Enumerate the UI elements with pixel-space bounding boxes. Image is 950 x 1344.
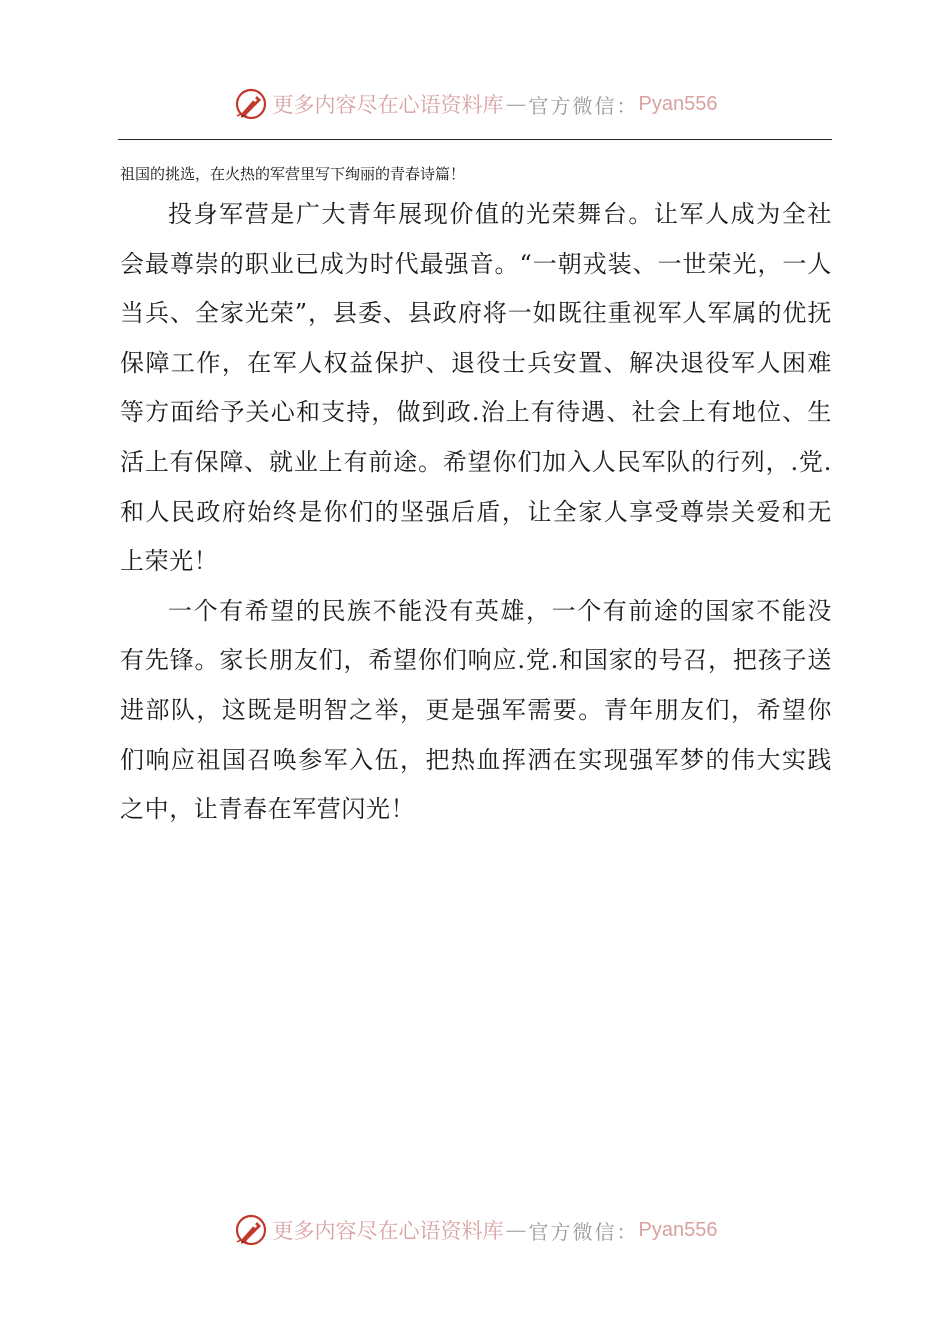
paragraph-1: 投身军营是广大青年展现价值的光荣舞台。让军人成为全社会最尊崇的职业已成为时代最强音。“一朝戎装、一世荣光，一人当兵、全家光荣”，县委、县政府将一如既往重视军人军属的优抚保障工作，在军人权益保护、退役士兵安置、解决退役军人困难等方面给予关心和支持，做到政.治上有待遇、社会上有地位、生活上有保障、就业上有前途。希望你们加入人民军队的行列，.党.和人民政府始终是你们的坚强后盾，让全家人享受尊崇关爱和无上荣光！ [120, 200, 832, 576]
footer-banner [0, 1208, 950, 1252]
pen-nib-logo-icon [233, 86, 269, 122]
header-banner [0, 82, 950, 126]
document-body [120, 190, 832, 835]
lead-line: 祖国的挑选，在火热的军营里写下绚丽的青春诗篇！ [120, 165, 466, 183]
header-wechat-id: Pyan556 [638, 92, 718, 115]
footer-wechat-id: Pyan556 [638, 1218, 718, 1241]
pen-nib-logo-icon [233, 1212, 269, 1248]
header-dash: — [505, 92, 527, 116]
footer-brand-text: 更多内容尽在心语资料库 [272, 1219, 504, 1243]
footer-dash: — [505, 1218, 527, 1242]
footer-wechat-label: 官方微信： [528, 1219, 639, 1244]
header-brand-text: 更多内容尽在心语资料库 [272, 93, 504, 117]
header-divider [118, 139, 832, 140]
header-wechat-label: 官方微信： [528, 93, 639, 118]
paragraph-2: 一个有希望的民族不能没有英雄，一个有前途的国家不能没有先锋。家长朋友们，希望你们响应.党.和国家的号召，把孩子送进部队，这既是明智之举，更是强军需要。青年朋友们，希望你们响应祖国召唤参军入伍，把热血挥洒在实现强军梦的伟大实践之中，让青春在军营闪光！ [120, 596, 832, 824]
